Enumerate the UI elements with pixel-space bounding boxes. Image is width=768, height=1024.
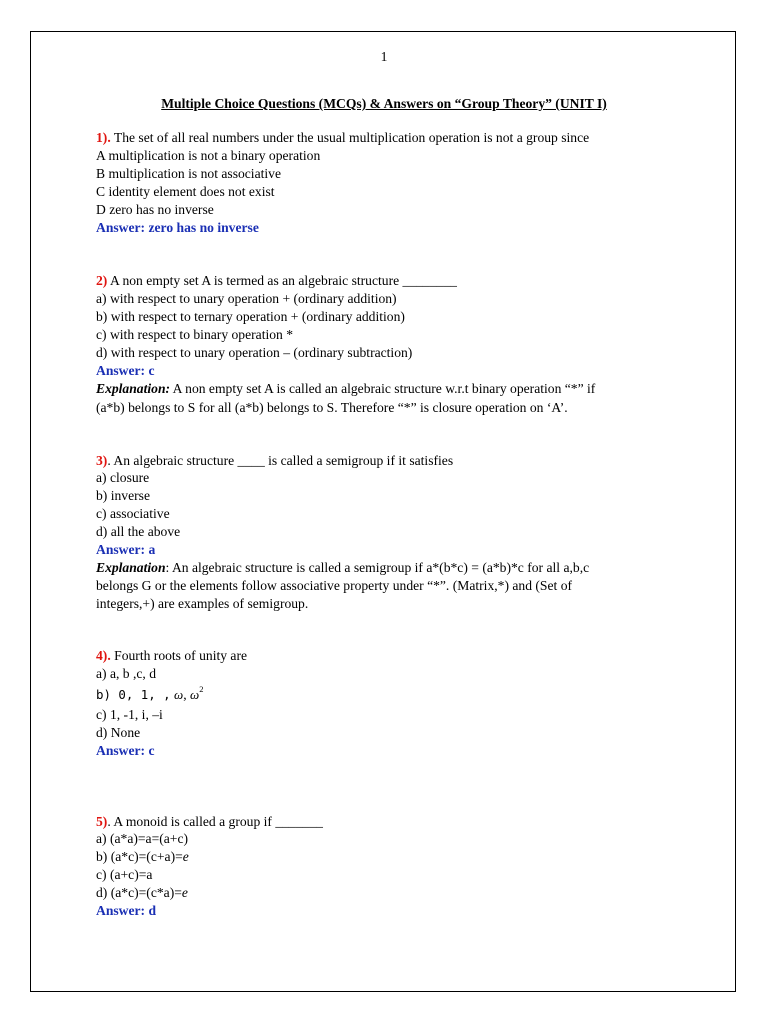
- question-1-number: 1).: [96, 130, 111, 145]
- question-5-number: 5): [96, 814, 108, 829]
- question-1-stem: [96, 129, 589, 147]
- question-1-option-c: C identity element does not exist: [96, 184, 275, 199]
- question-5-answer: Answer: d: [96, 903, 157, 918]
- question-4-number: 4).: [96, 648, 111, 663]
- question-3-text: . An algebraic structure ____ is called a semigroup if it satisfies: [107, 453, 454, 468]
- question-3-stem: [96, 452, 453, 470]
- question-4-option-b-prefix: b) 0, 1, ,: [96, 687, 171, 702]
- question-3-number: 3): [96, 453, 108, 468]
- question-1-option-d: D zero has no inverse: [96, 202, 214, 217]
- question-1-option-b: B multiplication is not associative: [96, 166, 282, 181]
- question-2-option-b: b) with respect to ternary operation + (ordinary addition): [96, 309, 405, 324]
- omega-symbol: ω: [190, 687, 200, 702]
- question-2-option-a: a) with respect to unary operation + (ordinary addition): [96, 291, 397, 306]
- page-number: 1: [380, 49, 388, 64]
- question-5-stem: [96, 813, 323, 831]
- question-4-option-b-separator: ,: [183, 687, 187, 702]
- question-5-option-d: [96, 884, 188, 902]
- question-4-option-d: d) None: [96, 725, 141, 740]
- question-5-text: . A monoid is called a group if _______: [107, 814, 323, 829]
- question-1-answer: Answer: zero has no inverse: [96, 220, 259, 235]
- question-2-option-c: c) with respect to binary operation *: [96, 327, 294, 342]
- question-2-answer: Answer: c: [96, 363, 155, 378]
- question-3-explanation-label: Explanation: [96, 560, 166, 575]
- question-3-option-c: c) associative: [96, 506, 170, 521]
- omega-exponent: 2: [199, 684, 204, 694]
- question-3-explanation-line-2: belongs G or the elements follow associative property under “*”. (Matrix,*) and (Set of: [96, 578, 573, 593]
- question-4-stem: [96, 647, 247, 665]
- question-4-option-a: a) a, b ,c, d: [96, 666, 157, 681]
- question-3-explanation-line-3: integers,+) are examples of semigroup.: [96, 596, 309, 611]
- question-2-stem: [96, 272, 457, 290]
- identity-symbol: e: [182, 849, 189, 864]
- question-2-number: 2): [96, 273, 108, 288]
- question-5-option-b-text: b) (a*c)=(c+a)=: [96, 849, 183, 864]
- question-2-explanation-line-2: (a*b) belongs to S for all (a*b) belongs to S. Therefore “*” is closure operation on ‘A’.: [96, 400, 568, 415]
- question-3-explanation-line-1: [96, 559, 589, 577]
- omega-symbol: ω: [174, 687, 184, 702]
- question-5-option-a: a) (a*a)=a=(a+c): [96, 831, 189, 846]
- question-3-explanation-text-1: : An algebraic structure is called a semigroup if a*(b*c) = (a*b)*c for all a,b,c: [165, 560, 590, 575]
- question-3-option-a: a) closure: [96, 470, 150, 485]
- question-2-explanation-label: Explanation:: [96, 381, 171, 396]
- question-3-option-b: b) inverse: [96, 488, 150, 503]
- question-4-option-b: [96, 686, 203, 704]
- identity-symbol: e: [181, 885, 188, 900]
- page-title: Multiple Choice Questions (MCQs) & Answers on “Group Theory” (UNIT I): [161, 96, 607, 111]
- question-2-text: A non empty set A is termed as an algebraic structure ________: [107, 273, 457, 288]
- question-1-option-a: A multiplication is not a binary operation: [96, 148, 321, 163]
- question-2-explanation-text-1: A non empty set A is called an algebraic structure w.r.t binary operation “*” if: [170, 381, 596, 396]
- question-4-option-c: c) 1, -1, i, –i: [96, 707, 163, 722]
- question-5-option-b: [96, 848, 189, 866]
- question-2-explanation-line-1: [96, 380, 595, 398]
- question-3-answer: Answer: a: [96, 542, 156, 557]
- question-1-text: The set of all real numbers under the usual multiplication operation is not a group since: [110, 130, 590, 145]
- question-2-option-d: d) with respect to unary operation – (ordinary subtraction): [96, 345, 413, 360]
- question-4-text: Fourth roots of unity are: [110, 648, 248, 663]
- question-5-option-d-text: d) (a*c)=(c*a)=: [96, 885, 182, 900]
- question-3-option-d: d) all the above: [96, 524, 181, 539]
- question-4-answer: Answer: c: [96, 743, 155, 758]
- question-5-option-c: c) (a+c)=a: [96, 867, 153, 882]
